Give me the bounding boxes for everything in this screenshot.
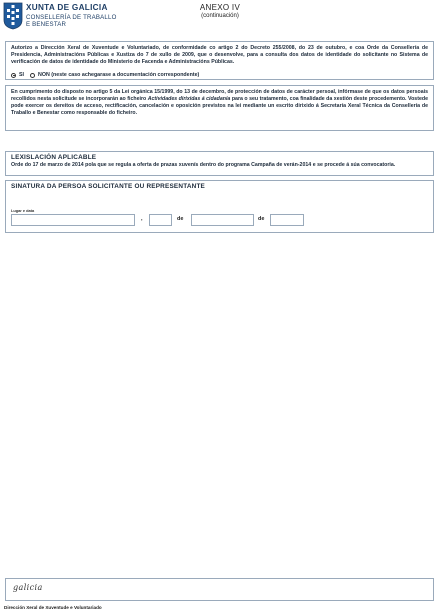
xunta-emblem-icon: [3, 2, 23, 30]
annex-title: ANEXO IV: [199, 3, 241, 12]
authorization-text: Autorizo a Dirección Xeral de Xuventude e Voluntariado, de conformidade co artigo 2 do Decreto 255/2008, do 23 de outubro, e coa Orde da Consellería de Presidencia, Administracións Públicas e Xustiza do 7 de xullo de 2009, que o desenvolve, para a consulta dos datos de identidade do solicitante no Sistema de verificación de datos de identidade do Ministerio de Facenda e Administracións Públicas.: [11, 45, 428, 65]
authorization-options: [11, 72, 205, 78]
year-field[interactable]: [270, 214, 304, 226]
authorization-section: [5, 41, 434, 80]
galicia-logo: galicia: [13, 583, 43, 592]
footer-box: [5, 578, 434, 601]
privacy-file-name: Actividades dirixidas á cidadanía: [147, 95, 231, 102]
legislation-text: Orde do 17 de marzo de 2014 pola que se regula a oferta de prazas xuvenís dentro do programa Campaña de verán-2014 e se procede á súa convocatoria.: [11, 162, 396, 168]
day-field[interactable]: [149, 214, 172, 226]
month-field[interactable]: [191, 214, 254, 226]
option-yes[interactable]: [11, 72, 24, 78]
privacy-notice-section: [5, 85, 434, 131]
radio-no[interactable]: [30, 73, 35, 78]
date-separator-comma: ,: [141, 216, 143, 222]
privacy-text-before: En cumprimento do disposto no artigo 5 da Lei orgánica 15/1999, do 13 de decembro, de protección de datos de carácter persoal, infórmase de que os datos persoais recollidos nesta solicitude se incorporarán ao ficheiro: [11, 89, 428, 102]
option-no-label: NON (neste caso achegarase a documentación correspondente): [38, 72, 200, 78]
legislation-section: [5, 151, 434, 176]
date-separator-de-2: de: [258, 216, 265, 222]
directorate-footer: Dirección Xeral de Xuventude e Voluntariado: [4, 605, 102, 610]
date-separator-de-1: de: [177, 216, 184, 222]
department-name: CONSELLERÍA DE TRABALLO: [26, 14, 117, 21]
privacy-text: [6, 86, 433, 119]
option-no[interactable]: [30, 72, 199, 78]
signature-title: SINATURA DA PERSOA SOLICITANTE OU REPRESENTANTE: [11, 183, 206, 190]
option-yes-label: SI: [19, 72, 25, 78]
org-name: XUNTA DE GALICIA: [26, 3, 108, 12]
place-date-label: Lugar e data: [11, 208, 35, 213]
department-name-line2: E BENESTAR: [26, 21, 67, 28]
privacy-text-after: para o seu tratamento, coa finalidade da xestión deste procedemento. Vostede pode exercer os dereitos de acceso, rectificación, cancelación e oposición previstos na lei mediante un escrito dirixido á Secretaría Xeral Técnica da Consellería de Traballo e Benestar como responsable do ficheiro.: [11, 95, 428, 116]
annex-subtitle: (continuación): [201, 13, 239, 19]
radio-yes[interactable]: [11, 73, 16, 78]
place-field[interactable]: [11, 214, 135, 226]
legislation-title: LEXISLACIÓN APLICABLE: [11, 154, 97, 161]
